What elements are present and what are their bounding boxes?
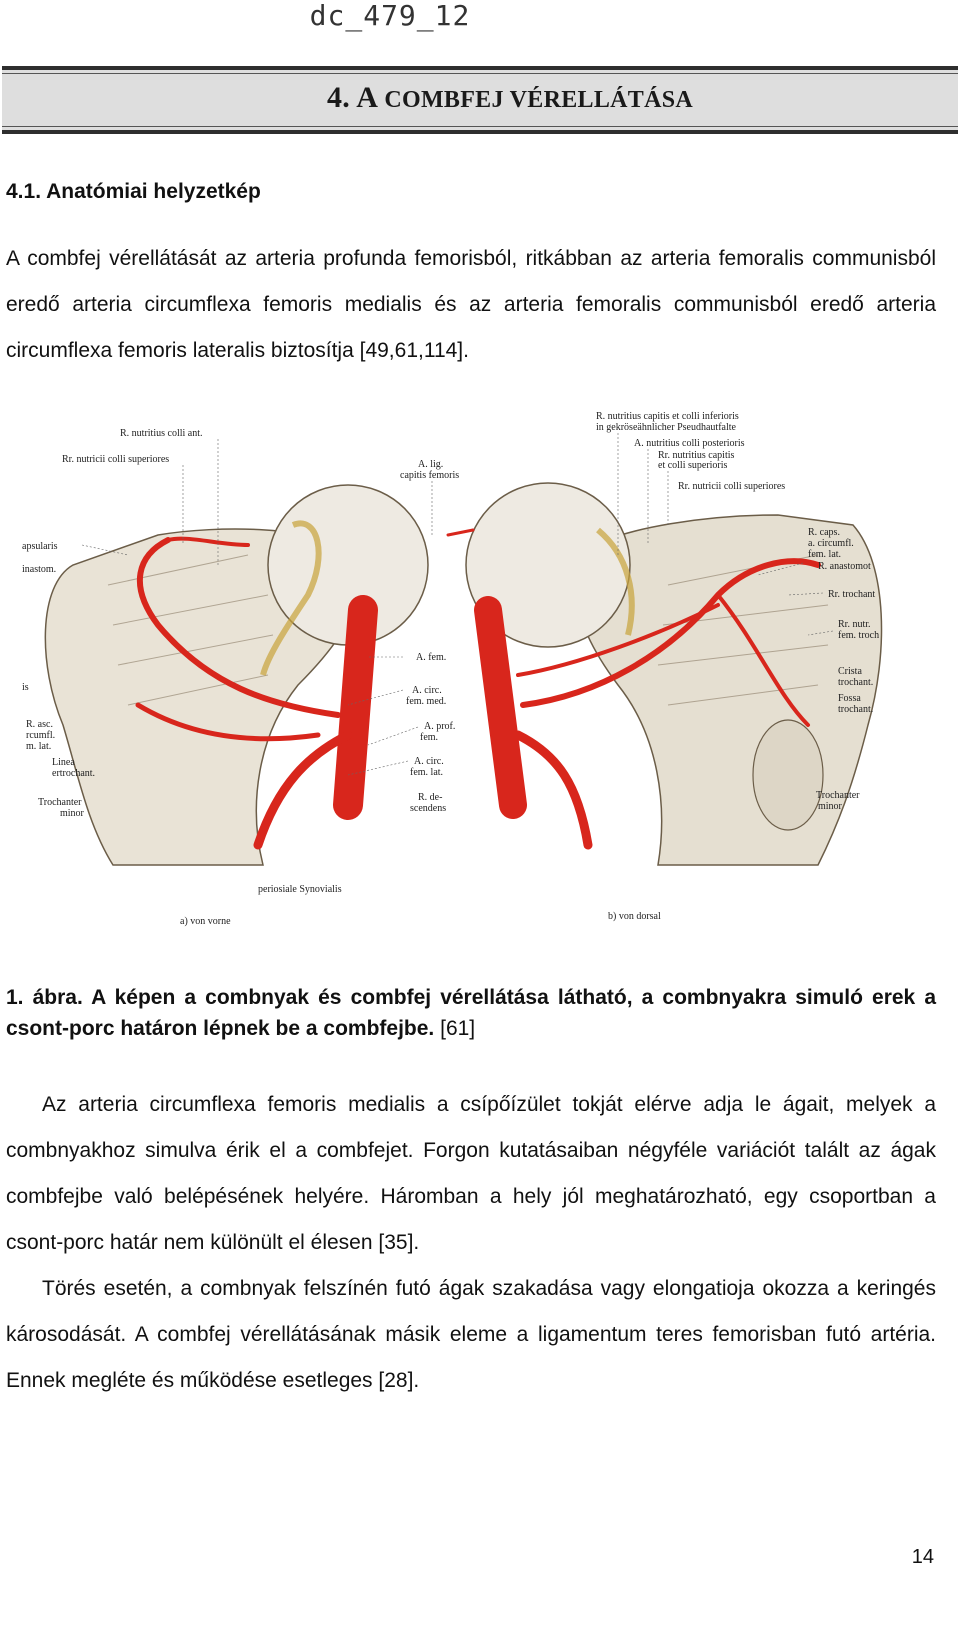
- chapter-header-band: [2, 66, 958, 134]
- fig-label: A. fem.: [416, 652, 447, 663]
- chapter-title-rest: COMBFEJ VÉRELLÁTÁSA: [384, 87, 694, 113]
- fig-label: inastom.: [22, 564, 57, 575]
- fig-label: Trochanter: [38, 797, 82, 808]
- fig-label: Trochanter: [816, 790, 860, 801]
- fig-label: A. prof.: [424, 721, 456, 732]
- intro-paragraph: A combfej vérellátását az arteria profunda femorisból, ritkábban az arteria femoralis communisból eredő arteria circumflexa femoris medialis és az arteria femoralis communisból eredő arteria circumflexa femoris lateralis biztosítja [49,61,114].: [6, 247, 936, 362]
- fig-label: fem. troch: [838, 630, 880, 641]
- page-number: 14: [911, 1546, 934, 1568]
- fig-label: capitis femoris: [400, 470, 460, 481]
- fig-bottom-label: periosiale Synovialis: [258, 884, 342, 895]
- chapter-title-first: A: [356, 81, 377, 114]
- fig-label: A. nutritius colli posterioris: [634, 438, 745, 449]
- fig-label: Rr. nutricii colli superiores: [678, 481, 786, 492]
- fig-label: A. lig.: [418, 459, 444, 470]
- fig-label: minor: [818, 801, 842, 812]
- fig-label: R. nutritius capitis et colli inferioris: [596, 411, 739, 422]
- body-paragraph-2: Törés esetén, a combnyak felszínén futó ágak szakadása vagy elongatioja okozza a keringés károsodását. A combfej vérellátásának másik eleme a ligamentum teres femorisban futó artéria. Ennek megléte és működése esetleges [28].: [6, 1277, 936, 1392]
- fig-label: is: [22, 682, 29, 693]
- fig-label: Rr. nutricii colli superiores: [62, 454, 170, 465]
- fig-label: A. circ.: [412, 685, 442, 696]
- fig-label: Linea: [52, 757, 75, 768]
- body-paragraph-1: Az arteria circumflexa femoris medialis a csípőízület tokját elérve adja le ágait, melyek a combnyakhoz simulva érik el a combfejet. Forgon kutatásaiban négyféle variációt talált az ágak combfejbe való belépésének helyére. Háromban a hely jól meghatározható, egy csoportban a csont-porc határ nem különült el élesen [35].: [6, 1093, 936, 1254]
- fig-label: fem.: [420, 732, 439, 743]
- fig-label: Fossa: [838, 693, 861, 704]
- fig-label: R. nutritius colli ant.: [120, 428, 203, 439]
- fig-label: A. circ.: [414, 756, 444, 767]
- fig-label: R. caps.: [808, 527, 840, 538]
- fig-label: Crista: [838, 666, 862, 677]
- fig-label: Rr. nutr.: [838, 619, 871, 630]
- fig-view-label-left: a) von vorne: [180, 916, 231, 927]
- fig-label: a. circumfl.: [808, 538, 854, 549]
- caption-text: 1. ábra. A képen a combnyak és combfej vérellátása látható, a combnyakra simuló erek a csont-porc határon lépnek be a combfejbe.: [6, 986, 936, 1040]
- fig-label: fem. med.: [406, 696, 447, 707]
- chapter-title: [2, 81, 958, 115]
- figure-illustration: [18, 405, 908, 940]
- fig-label: R. asc.: [26, 719, 53, 730]
- fig-label: et colli superioris: [658, 460, 728, 471]
- caption-reference: [61]: [440, 1017, 476, 1040]
- fig-label: fem. lat.: [410, 767, 444, 778]
- fig-label: fem. lat.: [808, 549, 842, 560]
- fig-label: minor: [60, 808, 84, 819]
- fig-label: Rr. nutritius capitis: [658, 450, 735, 461]
- fig-label: R. anastomot: [818, 561, 871, 572]
- fig-label: ertrochant.: [52, 768, 96, 779]
- section-heading: 4.1. Anatómiai helyzetkép: [6, 180, 261, 203]
- fig-label: scendens: [410, 803, 447, 814]
- fig-label: in gekröseähnlicher Pseudhautfalte: [596, 422, 736, 433]
- fig-view-label-right: b) von dorsal: [608, 911, 661, 922]
- document-id: dc_479_12: [309, 0, 471, 32]
- figure-caption: [6, 982, 936, 1044]
- fig-label: trochant.: [838, 704, 874, 715]
- chapter-number: 4.: [326, 81, 351, 114]
- fig-label: Rr. trochant: [828, 589, 876, 600]
- fig-label: m. lat.: [26, 741, 52, 752]
- anatomy-figure: [18, 405, 908, 940]
- fig-label: R. de-: [418, 792, 443, 803]
- fig-label: rcumfl.: [26, 730, 56, 741]
- fig-label: apsularis: [22, 541, 58, 552]
- fig-label: trochant.: [838, 677, 874, 688]
